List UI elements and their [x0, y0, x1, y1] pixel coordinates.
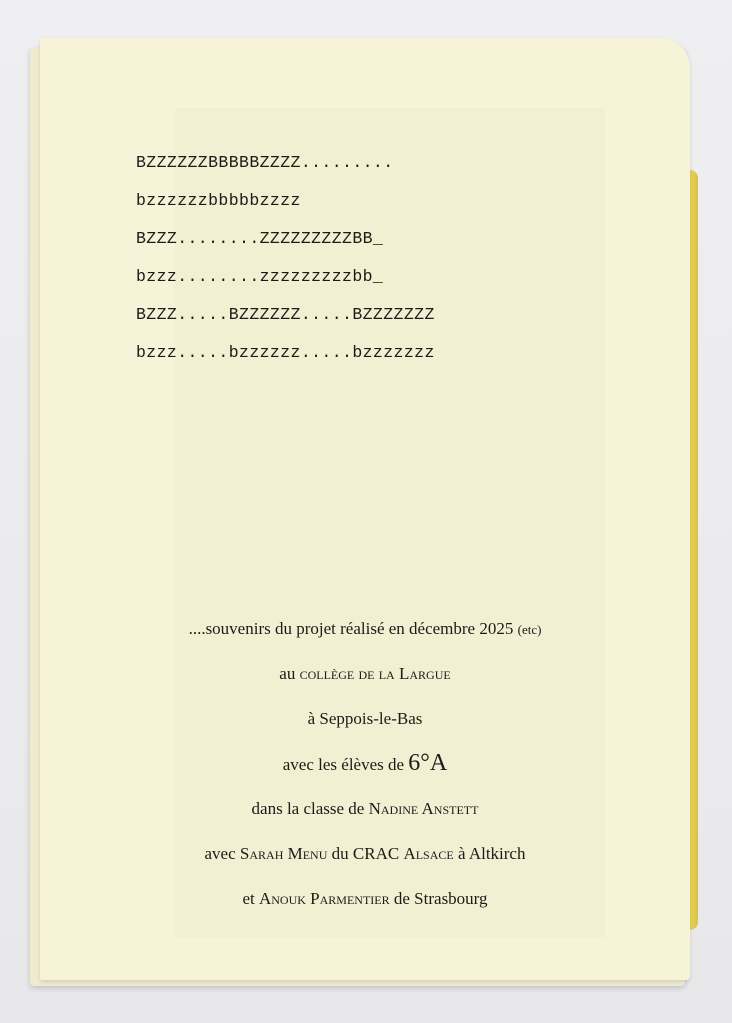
colophon-line-5 [40, 786, 690, 831]
partner-prefix: avec [204, 844, 236, 863]
teacher-name: Nadine Anstett [368, 799, 479, 818]
colophon-line-4 [40, 741, 690, 786]
artist-city: de Strasbourg [393, 889, 488, 908]
etc-note: (etc) [517, 622, 542, 637]
bzz-line-1: BZZZZZZBBBBBZZZZ......... [136, 153, 394, 172]
colophon-line-3 [40, 696, 690, 741]
artist-name: Anouk Parmentier [258, 889, 390, 908]
class-name: 6°A [408, 750, 448, 776]
colophon [40, 606, 690, 921]
booklet-page [40, 38, 690, 980]
partner-org: du CRAC [331, 844, 400, 863]
bzz-line-4: bzzz........zzzzzzzzzbb_ [136, 267, 384, 286]
college-name: collège de la Largue [299, 664, 451, 683]
bzz-line-6: bzzz.....bzzzzzz.....bzzzzzzz [136, 343, 435, 362]
bzz-line-2: bzzzzzzbbbbbzzzz [136, 191, 301, 210]
colophon-line-7 [40, 876, 690, 921]
artist-prefix: et [242, 889, 255, 908]
teacher-prefix: dans la classe de [251, 799, 365, 818]
town-name: à Seppois-le-Bas [307, 709, 423, 728]
partner-name: Sarah Menu [239, 844, 328, 863]
partner-region: Alsace [403, 844, 454, 863]
bzz-line-5: BZZZ.....BZZZZZZ.....BZZZZZZZ [136, 305, 435, 324]
colophon-line-6 [40, 831, 690, 876]
typewriter-text-block [136, 144, 636, 372]
students-prefix: avec les élèves de [282, 755, 405, 774]
project-date-text: ....souvenirs du projet réalisé en décembre 2025 [188, 619, 514, 638]
partner-location: à Altkirch [457, 844, 526, 863]
colophon-line-2 [40, 651, 690, 696]
college-prefix: au [279, 664, 296, 683]
colophon-line-1 [40, 606, 690, 651]
bzz-line-3: BZZZ........ZZZZZZZZZBB_ [136, 229, 384, 248]
